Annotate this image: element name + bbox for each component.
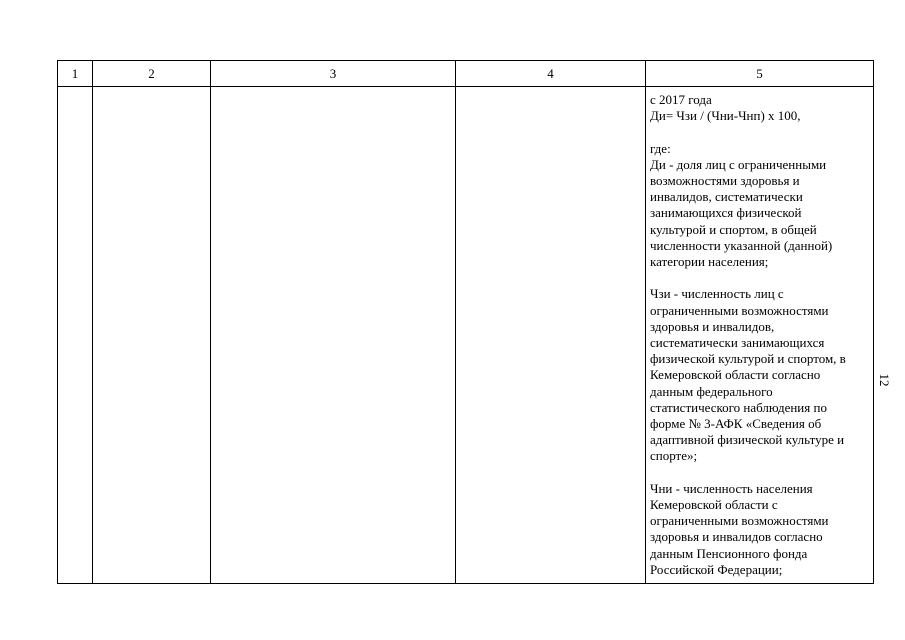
column-header-4: 4	[456, 61, 646, 87]
cell-col-1	[58, 87, 93, 584]
cell-col-4	[456, 87, 646, 584]
column-header-1: 1	[58, 61, 93, 87]
column-header-2: 2	[93, 61, 211, 87]
table-row	[58, 87, 874, 584]
column-header-5: 5	[646, 61, 874, 87]
column-header-3: 3	[211, 61, 456, 87]
cell-col-3	[211, 87, 456, 584]
header-row	[58, 61, 874, 87]
page-number: 12	[877, 373, 892, 387]
cell-col-2	[93, 87, 211, 584]
data-table	[57, 60, 874, 584]
cell-col-5-formula-text: с 2017 года Ди= Чзи / (Чни-Чнп) х 100, где: Ди - доля лиц с ограниченными возможностями здоровья и инвалидов, систематически занимающихся физической культурой и спортом, в общей численности указанной (данной) категории населения; Чзи - численность лиц с ограниченными возможностями здоровья и инвалидов, систематически занимающихся физической культурой и спортом, в Кемеровской области согласно данным федерального статистического наблюдения по форме № 3-АФК «Сведения об адаптивной физической культуре и спорте»; Чни - численность населения Кемеровской области с ограниченными возможностями здоровья и инвалидов согласно данным Пенсионного фонда Российской Федерации;	[646, 87, 874, 584]
